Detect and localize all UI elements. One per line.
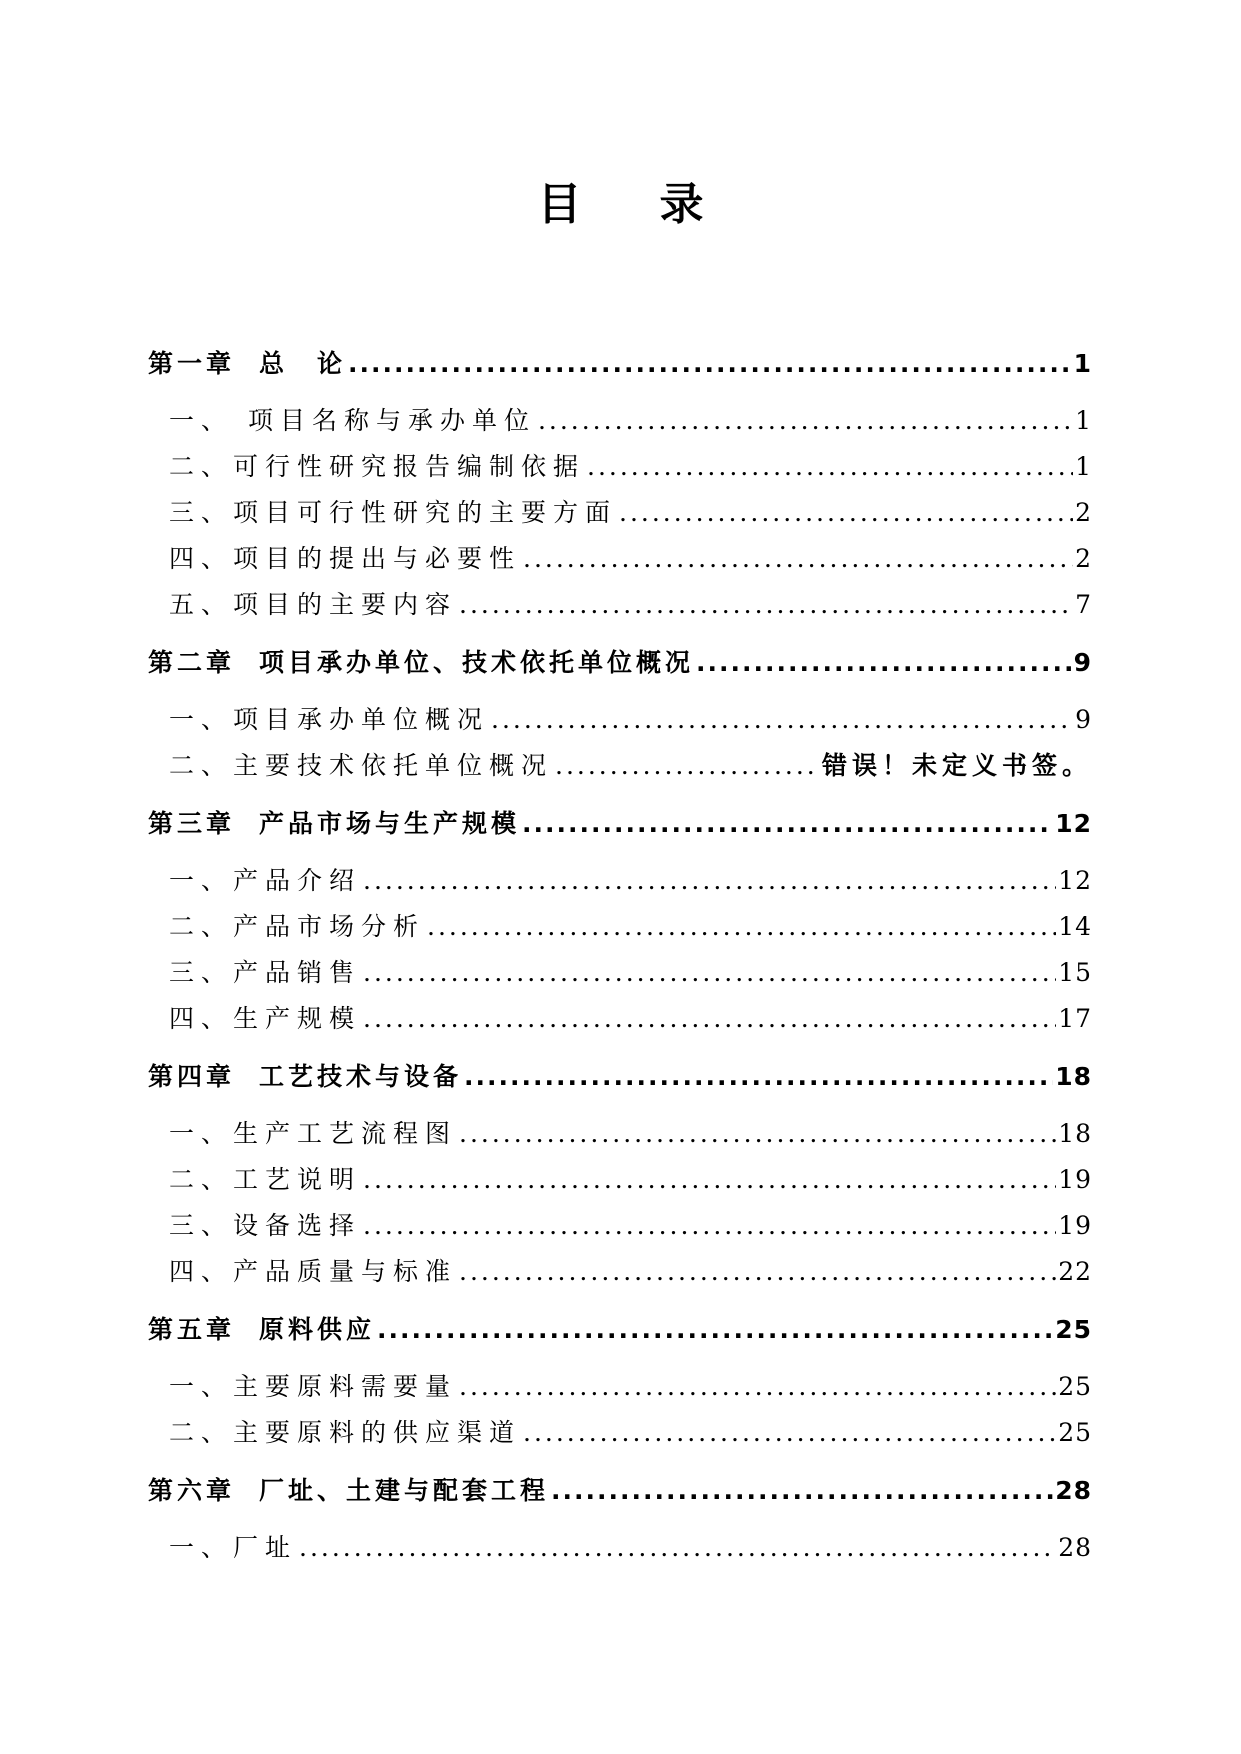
page-number: 18 [1058, 1119, 1092, 1148]
table-of-contents [148, 335, 1092, 1571]
toc-section-entry[interactable] [148, 1157, 1092, 1203]
toc-entry-label [148, 1048, 462, 1105]
chapter-title: 项目承办单位、技术依托单位概况 [259, 648, 695, 677]
page-number: 15 [1058, 958, 1092, 987]
toc-section-entry[interactable] [148, 1525, 1092, 1571]
page-number: 12 [1055, 809, 1092, 838]
toc-section-entry[interactable] [148, 950, 1092, 996]
toc-entry-label [148, 795, 520, 852]
toc-section-entry[interactable] [148, 582, 1092, 628]
dot-leader [363, 996, 1056, 1042]
page-number: 25 [1058, 1372, 1092, 1401]
chapter-title: 产品市场与生产规模 [259, 809, 521, 838]
bookmark-error-text: 错误！未定义书签。 [821, 751, 1092, 780]
chapter-number: 第三章 [148, 809, 236, 838]
dot-leader [619, 490, 1073, 536]
toc-section-entry[interactable] [148, 858, 1092, 904]
toc-chapter-entry[interactable] [148, 1301, 1092, 1358]
dot-leader [459, 1249, 1056, 1295]
toc-section-entry[interactable] [148, 1249, 1092, 1295]
dot-leader [551, 1462, 1053, 1519]
page-number: 22 [1058, 1257, 1092, 1286]
toc-section-entry[interactable] [148, 697, 1092, 743]
dot-leader [538, 398, 1073, 444]
dot-leader [299, 1525, 1056, 1571]
toc-entry-label: 二、工艺说明 [169, 1165, 362, 1194]
dot-leader [587, 444, 1073, 490]
page-number: 25 [1055, 1315, 1092, 1344]
dot-leader [377, 1301, 1053, 1358]
chapter-title: 工艺技术与设备 [259, 1062, 463, 1091]
dot-leader [464, 1048, 1053, 1105]
dot-leader [363, 1157, 1056, 1203]
toc-section-entry[interactable] [148, 1410, 1092, 1456]
dot-leader [491, 697, 1073, 743]
dot-leader [459, 582, 1073, 628]
toc-section-entry[interactable] [148, 398, 1092, 444]
dot-leader [427, 904, 1056, 950]
toc-entry-label: 一、项目承办单位概况 [169, 705, 490, 734]
page-number: 18 [1055, 1062, 1092, 1091]
dot-leader [348, 335, 1072, 392]
page-number: 17 [1058, 1004, 1092, 1033]
dot-leader [363, 950, 1056, 996]
toc-section-entry[interactable] [148, 1203, 1092, 1249]
page-number: 25 [1058, 1418, 1092, 1447]
dot-leader [459, 1111, 1056, 1157]
toc-entry-label [148, 1301, 375, 1358]
dot-leader [363, 1203, 1056, 1249]
page-number: 1 [1075, 452, 1092, 481]
chapter-number: 第一章 [148, 349, 236, 378]
chapter-title: 厂址、土建与配套工程 [259, 1476, 550, 1505]
page-number: 2 [1075, 498, 1092, 527]
dot-leader [555, 743, 820, 789]
toc-chapter-entry[interactable] [148, 795, 1092, 852]
toc-chapter-entry[interactable] [148, 1462, 1092, 1519]
toc-section-entry[interactable] [148, 743, 1092, 789]
dot-leader [522, 795, 1053, 852]
toc-entry-label [148, 634, 694, 691]
toc-entry-label: 二、可行性研究报告编制依据 [169, 452, 586, 481]
toc-section-entry[interactable] [148, 536, 1092, 582]
page-title [0, 175, 1241, 235]
page-number: 12 [1058, 866, 1092, 895]
toc-entry-label: 二、主要原料的供应渠道 [169, 1418, 522, 1447]
page-number: 1 [1073, 349, 1092, 378]
chapter-number: 第五章 [148, 1315, 236, 1344]
page-number: 7 [1075, 590, 1092, 619]
page-number: 19 [1058, 1211, 1092, 1240]
toc-section-entry[interactable] [148, 1364, 1092, 1410]
toc-entry-label: 四、生产规模 [169, 1004, 362, 1033]
page-number: 2 [1075, 544, 1092, 573]
dot-leader [523, 1410, 1056, 1456]
page-number: 9 [1073, 648, 1092, 677]
toc-section-entry[interactable] [148, 996, 1092, 1042]
toc-entry-label: 一、厂址 [169, 1533, 298, 1562]
toc-chapter-entry[interactable] [148, 335, 1092, 392]
title-char-2: 录 [659, 179, 704, 230]
toc-entry-label: 一、 项目名称与承办单位 [169, 406, 536, 435]
toc-entry-label: 一、产品介绍 [169, 866, 362, 895]
toc-section-entry[interactable] [148, 904, 1092, 950]
page-number: 1 [1075, 406, 1092, 435]
dot-leader [696, 634, 1072, 691]
toc-section-entry[interactable] [148, 490, 1092, 536]
chapter-number: 第六章 [148, 1476, 236, 1505]
page-number: 19 [1058, 1165, 1092, 1194]
chapter-number: 第二章 [148, 648, 236, 677]
page-number: 14 [1058, 912, 1092, 941]
toc-entry-label: 一、生产工艺流程图 [169, 1119, 458, 1148]
dot-leader [459, 1364, 1056, 1410]
toc-entry-label [148, 335, 346, 392]
toc-entry-label: 三、项目可行性研究的主要方面 [169, 498, 618, 527]
dot-leader [363, 858, 1056, 904]
title-char-1: 目 [537, 179, 582, 230]
toc-entry-label: 三、设备选择 [169, 1211, 362, 1240]
toc-section-entry[interactable] [148, 444, 1092, 490]
chapter-number: 第四章 [148, 1062, 236, 1091]
toc-entry-label: 五、项目的主要内容 [169, 590, 458, 619]
toc-entry-label: 四、项目的提出与必要性 [169, 544, 522, 573]
toc-entry-label: 二、主要技术依托单位概况 [169, 751, 554, 780]
page-number: 28 [1058, 1533, 1092, 1562]
chapter-title: 总 论 [259, 349, 347, 378]
toc-chapter-entry[interactable] [148, 1048, 1092, 1105]
toc-entry-label: 一、主要原料需要量 [169, 1372, 458, 1401]
toc-section-entry[interactable] [148, 1111, 1092, 1157]
page-number: 9 [1075, 705, 1092, 734]
chapter-title: 原料供应 [259, 1315, 376, 1344]
toc-entry-label: 三、产品销售 [169, 958, 362, 987]
toc-entry-label [148, 1462, 549, 1519]
toc-entry-label: 四、产品质量与标准 [169, 1257, 458, 1286]
toc-entry-label: 二、产品市场分析 [169, 912, 426, 941]
dot-leader [523, 536, 1073, 582]
toc-chapter-entry[interactable] [148, 634, 1092, 691]
page-number: 28 [1055, 1476, 1092, 1505]
